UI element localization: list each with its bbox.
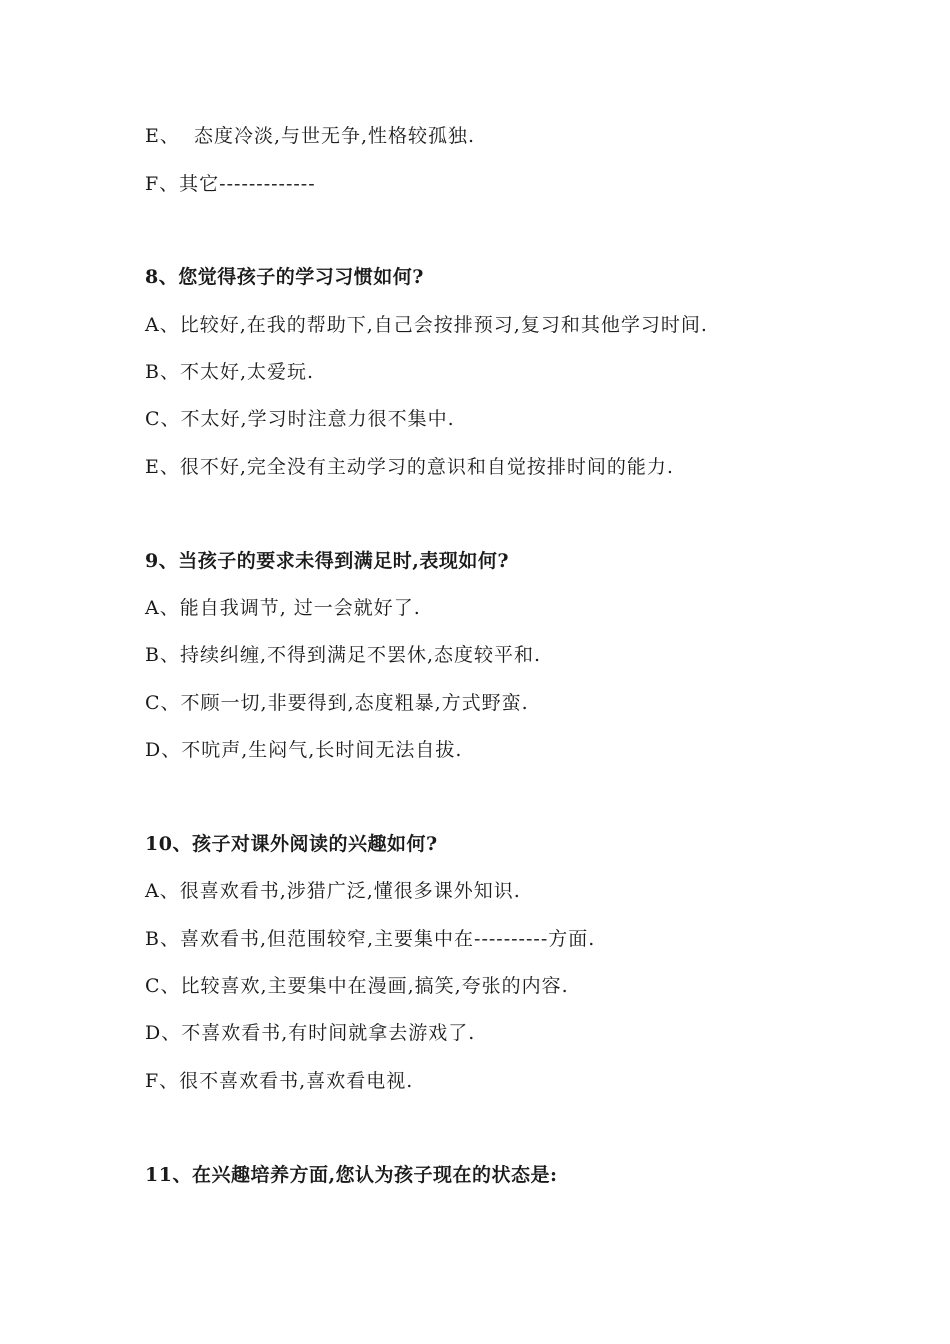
option-8-c: C、不太好,学习时注意力很不集中. — [145, 408, 455, 430]
question-8-title: 8、您觉得孩子的学习习惯如何? — [145, 266, 424, 288]
question-9-title: 9、当孩子的要求未得到满足时,表现如何? — [145, 550, 509, 572]
option-8-e: E、很不好,完全没有主动学习的意识和自觉按排时间的能力. — [145, 456, 674, 478]
option-prev-f: F、其它------------- — [145, 173, 316, 195]
option-10-c: C、比较喜欢,主要集中在漫画,搞笑,夸张的内容. — [145, 975, 569, 997]
option-8-b: B、不太好,太爱玩. — [145, 361, 315, 383]
option-10-d: D、不喜欢看书,有时间就拿去游戏了. — [145, 1022, 476, 1044]
option-9-d: D、不吭声,生闷气,长时间无法自拔. — [145, 739, 463, 761]
option-prev-e: E、 态度冷淡,与世无争,性格较孤独. — [145, 125, 476, 147]
question-10-title: 10、孩子对课外阅读的兴趣如何? — [145, 833, 438, 855]
option-8-a: A、比较好,在我的帮助下,自己会按排预习,复习和其他学习时间. — [145, 314, 708, 336]
option-10-b: B、喜欢看书,但范围较窄,主要集中在----------方面. — [145, 928, 596, 950]
option-9-a: A、能自我调节, 过一会就好了. — [145, 597, 421, 619]
option-10-a: A、很喜欢看书,涉猎广泛,懂很多课外知识. — [145, 880, 521, 902]
option-9-c: C、不顾一切,非要得到,态度粗暴,方式野蛮. — [145, 692, 529, 714]
option-9-b: B、持续纠缠,不得到满足不罢休,态度较平和. — [145, 644, 542, 666]
question-11-title: 11、在兴趣培养方面,您认为孩子现在的状态是: — [145, 1164, 558, 1186]
option-10-f: F、很不喜欢看书,喜欢看电视. — [145, 1070, 414, 1092]
